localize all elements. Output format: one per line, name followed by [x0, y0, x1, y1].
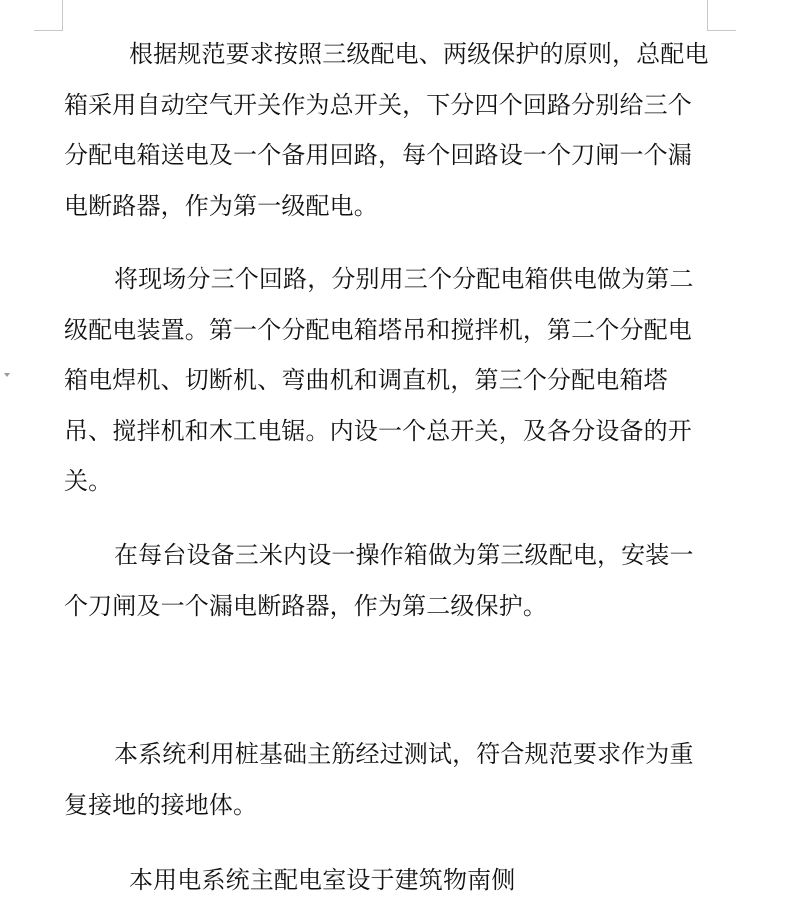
top-left-crop-mark	[34, 0, 63, 31]
paragraph-grounding: 本系统利用桩基础主筋经过测试，符合规范要求作为重复接地的接地体。	[64, 740, 694, 819]
top-right-crop-mark	[707, 0, 736, 31]
paragraph-main-room: 本用电系统主配电室设于建筑物南侧	[129, 866, 516, 894]
paragraph-operation-box: 在每台设备三米内设一操作箱做为第三级配电，安装一个刀闸及一个漏电断路器，作为第二级保护。	[64, 541, 694, 620]
paragraph-distribution-principle: 根据规范要求按照三级配电、两级保护的原则，总配电箱采用自动空气开关作为总开关，下分四个回路分别给三个分配电箱送电及一个备用回路，每个回路设一个刀闸一个漏电断路器，作为第一级配电。	[64, 40, 709, 220]
paragraph-sub-distribution: 将现场分三个回路，分别用三个分配电箱供电做为第二级配电装置。第一个分配电箱塔吊和搅拌机，第二个分配电箱电焊机、切断机、弯曲机和调直机，第三个分配电箱塔吊、搅拌机和木工电锯。内设一个总开关，及各分设备的开关。	[64, 265, 694, 495]
margin-marker-icon	[4, 373, 10, 377]
